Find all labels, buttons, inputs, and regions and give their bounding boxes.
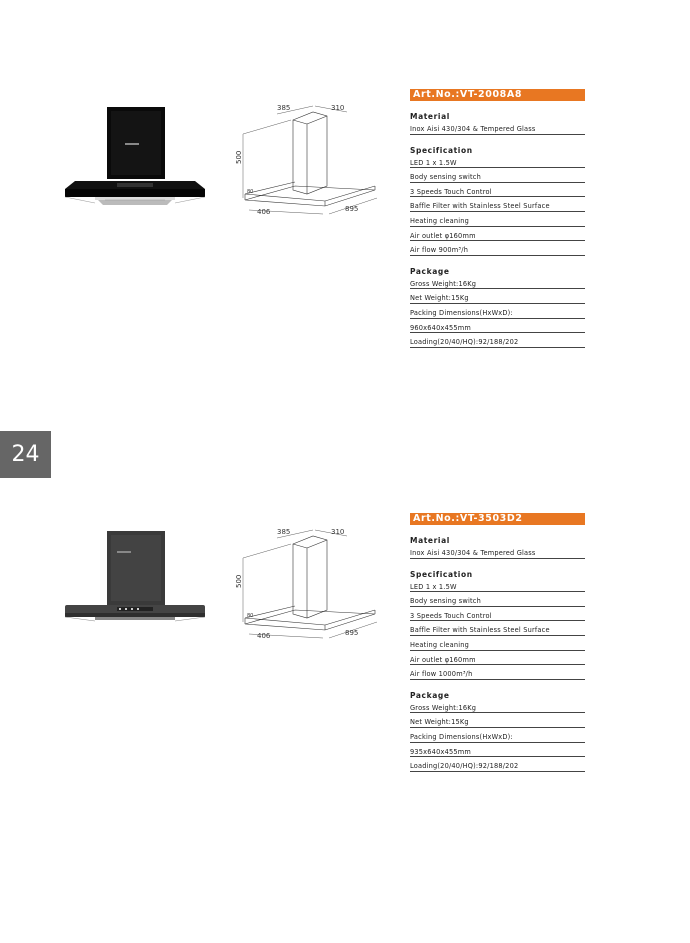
spec-row: Heating cleaning [410,636,585,651]
spec-row: Air outlet φ160mm [410,651,585,666]
material-value: Inox Aisi 430/304 & Tempered Glass [410,544,585,559]
dim-depth: 406 [257,208,271,216]
spec-row: Air outlet φ160mm [410,227,585,242]
dim-height: 500 [235,574,243,588]
package-row: Packing Dimensions(HxWxD): [410,728,585,743]
dim-height: 500 [235,150,243,164]
material-value: Inox Aisi 430/304 & Tempered Glass [410,120,585,135]
dimension-diagram-2 [235,522,385,640]
art-number: Art.No.:VT-2008A8 [410,89,585,101]
package-row: Gross Weight:16Kg [410,699,585,714]
package-row: Packing Dimensions(HxWxD): [410,304,585,319]
spec-row: Heating cleaning [410,212,585,227]
package-row: Net Weight:15Kg [410,289,585,304]
spec-row: 3 Speeds Touch Control [410,607,585,622]
dim-top-right: 310 [331,104,345,112]
material-heading: Material [410,536,450,545]
package-heading: Package [410,266,450,276]
spec-row: Body sensing switch [410,168,585,183]
package-row: Gross Weight:16Kg [410,275,585,290]
spec-row: LED 1 x 1.5W [410,154,585,169]
spec-row: Body sensing switch [410,592,585,607]
package-row: 935x640x455mm [410,743,585,758]
dim-width: 895 [345,629,359,637]
material-heading: Material [410,112,450,121]
spec-row: 3 Speeds Touch Control [410,183,585,198]
spec-panel-2 [410,513,585,772]
range-hood-photo-1 [55,105,215,215]
dim-top-left: 385 [277,104,291,112]
art-number: Art.No.:VT-3503D2 [410,513,585,525]
package-heading: Package [410,690,450,700]
dim-bottom-height: 80 [247,613,254,619]
dim-top-left: 385 [277,528,291,536]
package-row: Net Weight:15Kg [410,713,585,728]
range-hood-photo-2 [55,529,215,639]
spec-row: LED 1 x 1.5W [410,578,585,593]
specification-heading: Specification [410,569,473,579]
package-row: Loading(20/40/HQ):92/188/202 [410,757,585,772]
dim-bottom-height: 80 [247,189,254,195]
spec-row: Baffle Filter with Stainless Steel Surface [410,621,585,636]
dim-depth: 406 [257,632,271,640]
package-row: 960x640x455mm [410,319,585,334]
spec-row: Air flow 1000m³/h [410,665,585,680]
package-row: Loading(20/40/HQ):92/188/202 [410,333,585,348]
spec-panel-1 [410,89,585,348]
page-number-tab: 24 [0,431,51,478]
specification-heading: Specification [410,145,473,155]
dim-top-right: 310 [331,528,345,536]
dim-width: 895 [345,205,359,213]
spec-row: Baffle Filter with Stainless Steel Surface [410,197,585,212]
spec-row: Air flow 900m³/h [410,241,585,256]
dimension-diagram-1 [235,98,385,216]
